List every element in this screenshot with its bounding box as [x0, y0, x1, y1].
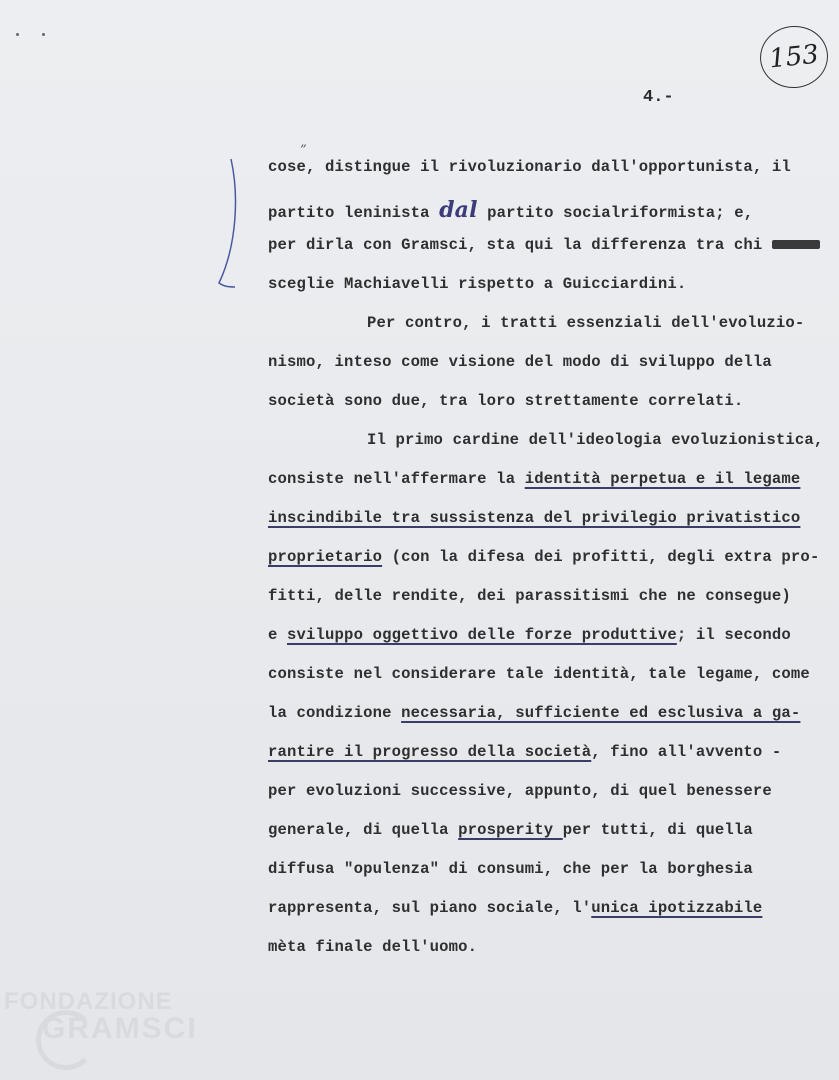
text-line	[268, 509, 800, 527]
archive-page-number: 153	[757, 23, 831, 92]
underlined-text: sviluppo oggettivo delle forze produttive	[287, 626, 677, 644]
text-line: nismo, inteso come visione del modo di sviluppo della	[268, 353, 772, 371]
watermark	[4, 990, 198, 1044]
speck	[42, 33, 45, 36]
struck-out-word	[772, 240, 820, 249]
watermark-line2: GRAMSCI	[42, 1012, 198, 1045]
underlined-text: necessaria, sufficiente ed esclusiva a ga-	[401, 704, 801, 722]
text-line: sceglie Machiavelli rispetto a Guicciardini.	[268, 275, 687, 293]
underlined-text: unica ipotizzabile	[591, 899, 763, 917]
text-line: cose, distingue il rivoluzionario dall'opportunista, il	[268, 158, 791, 176]
text-line: per dirla con Gramsci, sta qui la differenza tra chi	[268, 236, 820, 254]
text-line: consiste nell'affermare la identità perpetua e il legame	[268, 470, 801, 488]
text-line: mèta finale dell'uomo.	[268, 938, 478, 956]
text-line: consiste nel considerare tale identità, tale legame, come	[268, 665, 810, 683]
text-line: per evoluzioni successive, appunto, di quel benessere	[268, 782, 772, 800]
underlined-text: rantire il progresso della società	[268, 743, 592, 761]
speck	[16, 33, 19, 36]
text-line: Per contro, i tratti essenziali dell'evoluzio-	[367, 314, 805, 332]
margin-bracket-mark	[205, 155, 245, 295]
text-line: rappresenta, sul piano sociale, l'unica ipotizzabile	[268, 899, 763, 917]
text-line: società sono due, tra loro strettamente correlati.	[268, 392, 744, 410]
text-line: partito leninista dal partito socialriformista; e,	[268, 197, 754, 223]
text-line: diffusa "opulenza" di consumi, che per la borghesia	[268, 860, 753, 878]
page-number: 4.-	[643, 88, 674, 107]
text-line: Il primo cardine dell'ideologia evoluzionistica,	[367, 431, 824, 449]
text-line: rantire il progresso della società, fino all'avvento -	[268, 743, 782, 761]
watermark-line1: FONDAZIONE	[4, 988, 173, 1015]
text-line: la condizione necessaria, sufficiente ed esclusiva a ga-	[268, 704, 801, 722]
underlined-text: prosperity	[458, 821, 563, 839]
underlined-text: proprietario	[268, 548, 383, 566]
underlined-text: inscindibile tra sussistenza del privilegio privatistico	[268, 509, 801, 527]
handwritten-insertion: dal	[439, 197, 478, 223]
underlined-text: identità perpetua e il legame	[524, 470, 801, 488]
text-line: generale, di quella prosperity per tutti, di quella	[268, 821, 753, 839]
text-line: proprietario (con la difesa dei profitti, degli extra pro-	[268, 548, 820, 566]
handwritten-quote-mark: ”	[300, 143, 307, 158]
text-line: e sviluppo oggettivo delle forze produttive; il secondo	[268, 626, 791, 644]
text-line: fitti, delle rendite, dei parassitismi che ne consegue)	[268, 587, 791, 605]
